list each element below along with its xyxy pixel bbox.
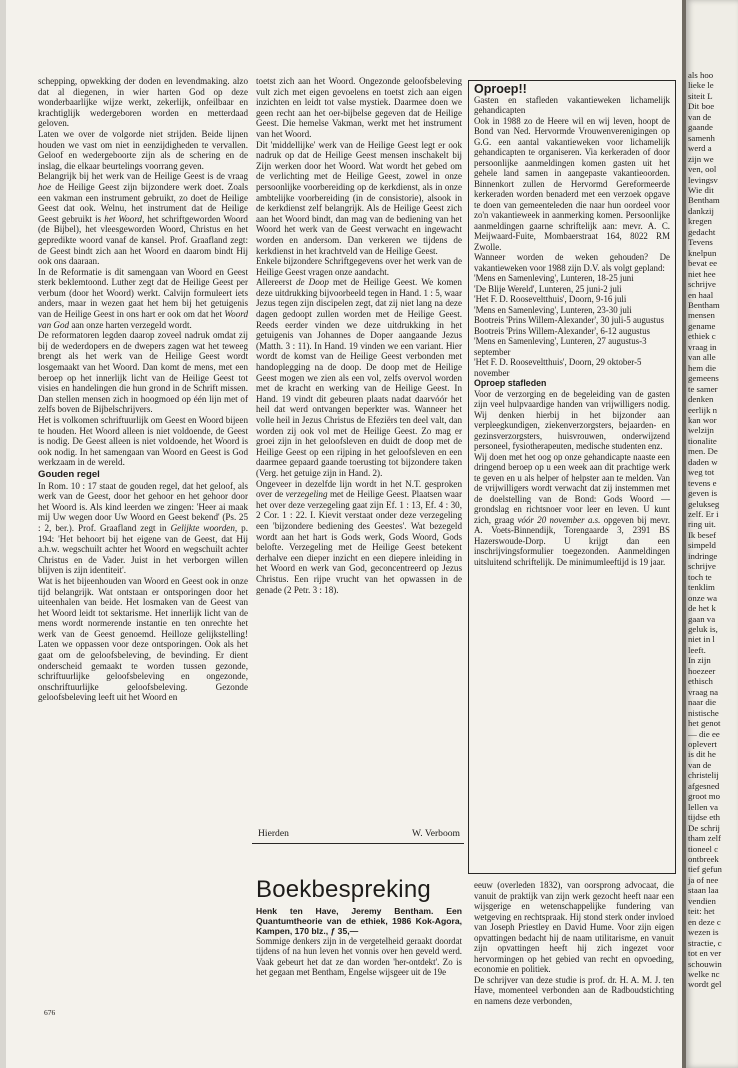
next-page-fragment: men. De xyxy=(688,446,718,457)
book-review-right xyxy=(474,880,674,1006)
page-number: 676 xyxy=(44,1008,56,1017)
next-page-fragment: gename xyxy=(688,320,716,331)
next-page-fragment: zelf. Er i xyxy=(688,509,719,520)
next-page-fragment: ja of nee xyxy=(688,874,719,885)
next-page-fragment: leeft. xyxy=(688,644,706,655)
next-page-fragment: vendien xyxy=(688,895,716,906)
next-page-fragment: tenklim xyxy=(688,582,715,593)
next-page-fragment: geluk is, xyxy=(688,624,718,635)
signature-line xyxy=(258,828,460,839)
page-676 xyxy=(6,0,682,1068)
divider xyxy=(252,843,464,844)
next-page-fragment: — die ee xyxy=(688,728,720,739)
next-page-fragment: oplevert xyxy=(688,739,717,749)
paragraph: eeuw (overleden 1832), van oorsprong advocaat, die vanuit de praktijk van zijn werk gezocht heeft naar een wijsgerige en wetenschappelijke fundering van wetgeving en rechtspraak. Hij stond sterk onder invloed van Joseph Priestley en David Hume. Voor zijn eigen opvattingen bedacht hij de naam utilitarisme, en vanuit zijn opvattingen heeft hij zich ingezet voor hervormingen op het gebied van recht en opvoeding, economie en politiek. xyxy=(474,880,674,974)
next-page-fragment: als hoo xyxy=(688,70,714,80)
paragraph: Wanneer worden de weken gehouden? De vakantieweken voor 1988 zijn D.V. als volgt gepland: xyxy=(474,252,670,273)
next-page-fragment: en haal xyxy=(688,289,714,300)
next-page-fragment: toch te xyxy=(688,571,712,582)
paragraph: Voor de verzorging en de begeleiding van de gasten zijn veel hulpvaardige handen van vrijwilligers nodig. Wij denken hierbij in het bijzonder aan verpleegkundigen, ziekenverzorgsters, bejaarden- en gezinsverzorgsters, huisvrouwen, onderwijzend personeel, fysiotherapeuten, medische studenten enz. xyxy=(474,388,670,451)
paragraph: Sommige denkers zijn in de vergetelheid geraakt doordat tijdens of na hun leven het vonnis over hen geveld werd. Vaak gebeurt het dat ze dan worden 'her-ontdekt'. Zo is het gegaan met Bentham, Engelse wijsgeer uit de 19e xyxy=(256,936,462,977)
next-page-text xyxy=(688,70,738,990)
next-page-fragment: naar die xyxy=(688,697,717,708)
next-page-fragment: schrijve xyxy=(688,561,716,572)
next-page-fragment: niet hee xyxy=(688,268,716,279)
box-title: Oproep!! xyxy=(474,82,527,96)
next-page-fragment: tevens e xyxy=(688,477,717,488)
next-page-fragment: tham zelf xyxy=(688,833,721,844)
next-page-fragment: Dit boe xyxy=(688,101,715,112)
next-page-fragment: mensen xyxy=(688,310,715,321)
next-page-fragment: niet in l xyxy=(688,634,715,645)
next-page-fragment: werd a xyxy=(688,143,712,154)
next-page-edge xyxy=(686,0,738,1068)
list-item: 'Het F. D. Rooseveltthuis', Doorn, 29 oktober-5 november xyxy=(474,357,642,378)
next-page-fragment: welke nc xyxy=(688,968,720,979)
next-page-fragment: Wie dit xyxy=(688,184,714,195)
list-item: Bootreis 'Prins Willem-Alexander', 6-12 augustus xyxy=(474,325,650,336)
next-page-fragment: De schrij xyxy=(688,822,721,833)
next-page-fragment: van de xyxy=(688,111,712,122)
next-page-fragment: ontbreek xyxy=(688,853,719,864)
list-item: 'Het F. D. Rooseveltthuis', Doorn, 9-16 juli xyxy=(474,294,627,304)
next-page-fragment: tionalite xyxy=(688,435,717,446)
paragraph: Belangrijk bij het werk van de Heilige Geest is de vraag hoe de Heilige Geest zijn bijzondere werk doet. Zoals een vakman een instrument gebruikt, zo doet de Heilige Geest dat ook. Welnu, het instrument dat de Heilige Geest gebruikt is het Woord, het schriftgeworden Woord (de Bijbel), het vleesgeworden Woord, Christus en het gepredikte woord vanaf de kansel. Prof. Graafland zegt: de Geest bindt zich aan het Woord en daarom bindt Hij ook ons daaraan. xyxy=(38,171,248,267)
next-page-fragment: tot en ver xyxy=(688,948,722,959)
next-page-fragment: tief gefun xyxy=(688,864,722,875)
signature-place: Hierden xyxy=(258,828,289,839)
book-meta: Henk ten Have, Jeremy Bentham. Een Quantumtheorie van de ethiek, 1986 Kok-Agora, Kampen, 170 blz., ƒ 35,— xyxy=(256,906,462,936)
book-review-left xyxy=(256,906,462,977)
next-page-fragment: gedacht xyxy=(688,226,716,237)
next-page-fragment: bevat ee xyxy=(688,258,718,269)
next-page-fragment: van alle xyxy=(688,352,716,363)
next-page-fragment: kan wor xyxy=(688,414,717,425)
next-page-fragment: en deze c xyxy=(688,916,721,927)
next-page-fragment: van de xyxy=(688,759,712,770)
next-page-fragment: Bentham xyxy=(688,299,720,310)
paragraph: In Rom. 10 : 17 staat de gouden regel, dat het geloof, als werk van de Geest, door het gehoor en het gehoor door het Woord is. Als kind leerden we zingen: 'Heer ai maak mij Uw wegen door Uw Woord en Geest bekend' (Ps. 25 : 2, ber.). Prof. Graafland zegt in Gelijkte woorden, p. 194: 'Het behoort bij het eigene van de Geest, dat Hij a.h.w. wegschuilt achter het Woord en wegschuilt achter Christus en de Vader. Juist in het verborgen willen blijven is zijn identiteit'. xyxy=(38,480,249,576)
paragraph: In de Reformatie is dit samengaan van Woord en Geest sterk beklemtoond. Luther zegt dat de Heilige Geest per verbum (door het Woord) werkt. Calvijn formuleert iets anders, maar in wezen gaat het hem bij het getuigenis van de Heilige Geest in ons hart er ook om dat het Woord van God aan onze harten verzegeld wordt. xyxy=(38,266,248,330)
next-page-fragment: wezen is xyxy=(688,927,719,938)
next-page-fragment: onze wa xyxy=(688,592,718,603)
next-page-fragment: stractie, c xyxy=(688,937,722,948)
next-page-fragment: kregen xyxy=(688,216,712,227)
paragraph: toetst zich aan het Woord. Ongezonde geloofsbeleving vult zich met eigen gevoelens en toetst zich aan eigen inzichten en leidt tot valse mystiek. Daarmee doen we geen recht aan het oer-bijbelse gegeven dat de Heilige Geest. Die hemelse Vakman, werkt met het instrument van het Woord. xyxy=(256,76,462,139)
paragraph: Allereerst de Doop met de Heilige Geest. We komen deze uitdrukking bijvoorbeeld tegen in Hand. 1 : 5, waar Jezus tegen zijn discipelen zegt, dat zij niet lang na deze dagen gedoopt zullen worden met de Heilige Geest. Reeds eerder vinden we deze uitdrukking in het getuigenis van Johannes de Doper aangaande Jezus (Matth. 3 : 11). In Hand. 19 vinden we een variant. Hier wordt de komst van de Heilige Geest verbonden met handoplegging na de doop. De doop met de Heilige Geest mogen we zien als een vol, zelfs overvol worden met de kracht en werking van de Heilige Geest. In Hand. 19 vindt dit gebeuren plaats nadat daarvóór het heil dat werd ontvangen beperkter was. Wanneer het volle heil in Jezus Christus de Efeziërs ten deel valt, dan worden zij ook vol met de Heilige Geest. Zo mag er groei zijn in het geloofsleven en duidt de doop met de Heilige Geest op een rijping in het geloofsleven en een daarmee gepaard gaande toerusting tot bijzondere taken (Verg. het getuige zijn in Hand. 2). xyxy=(256,277,462,478)
signature-author: W. Verboom xyxy=(412,828,460,839)
next-page-fragment: indringe xyxy=(688,550,718,561)
list-item: 'Mens en Samenleving', Lunteren, 23-30 juli xyxy=(474,304,632,315)
next-page-fragment: lieke le xyxy=(688,80,714,91)
book-review-title: Boekbespreking xyxy=(256,876,431,903)
next-page-fragment: is dit he xyxy=(688,749,716,760)
weeks-list xyxy=(474,273,670,378)
column-2 xyxy=(256,76,462,595)
paragraph: Het is volkomen schriftuurlijk om Geest en Woord bijeen te houden. Het Woord alleen is niet voldoende, de Geest is nodig. De Geest alleen is niet voldoende, het Woord is ook nodig. In het samengaan van Woord en Geest is God werkzaam in de wereld. xyxy=(38,415,248,468)
next-page-fragment: siteit L xyxy=(688,90,713,101)
next-page-fragment: tijdse eth xyxy=(688,812,721,823)
next-page-fragment: simpeld xyxy=(688,540,716,551)
next-page-fragment: staan laa xyxy=(688,885,719,896)
paragraph: Wat is het bijeenhouden van Woord en Geest ook in onze tijd belangrijk. Wat ontstaan er ontsporingen door het uiteenhalen van beide. Het losmaken van de Geest van het Woord leidt tot sektarisme. Het innerlijk licht van de mens wordt normerende instantie en ten onrechte het werk van de Geest genoemd. Heilloze gelijkstelling! Laten we oppassen voor deze ontsporingen. Ook als het gaat om de geloofsbeleving, de bevinding. Er dient onderscheid gemaakt te worden tussen gezonde, schriftuurlijke geloofsbeleving en ongezonde, onschriftuurlijke geloofsbeleving. Gezonde geloofsbeleving leeft uit het Woord en xyxy=(38,575,248,703)
next-page-fragment: zijn we xyxy=(688,153,714,164)
next-page-fragment: samenh xyxy=(688,132,715,143)
next-page-fragment: teit: het xyxy=(688,906,715,917)
next-page-fragment: weg tot xyxy=(688,467,715,478)
next-page-fragment: knelpun xyxy=(688,247,717,258)
next-page-fragment: Tevens xyxy=(688,237,713,248)
next-page-fragment: de het k xyxy=(688,603,716,614)
next-page-fragment: schouwin xyxy=(688,958,722,969)
next-page-fragment: gaan va xyxy=(688,613,716,624)
next-page-fragment: wordt gel xyxy=(688,979,722,990)
next-page-fragment: vraag na xyxy=(688,686,719,697)
next-page-fragment: ven, ool xyxy=(688,164,717,175)
next-page-fragment: hoezeer xyxy=(688,665,716,676)
list-item: 'Mens en Samenleving', Lunteren, 18-25 juni xyxy=(474,273,634,283)
sub-heading: Oproep stafleden xyxy=(474,378,547,388)
next-page-fragment: denken xyxy=(688,394,714,405)
next-page-fragment: dankzij xyxy=(688,205,714,216)
next-page-fragment: nistische xyxy=(688,707,719,718)
next-page-fragment: In zijn xyxy=(688,655,711,666)
paragraph: Dit 'middellijke' werk van de Heilige Geest legt er ook nadruk op dat de Heilige Geest mensen inschakelt bij Zijn werken door het Woord. Wat wordt het gebed om de verlichting met de Heilige Geest, zowel in onze persoonlijke voorbereiding op de kerkdienst, als in onze ambtelijke voorbereiding (in de consistorie), alsook in de kerkdienst zelf belangrijk. Als de Heilige Geest zich aan het Woord bindt, dan mag van de bediening van het Woord het werk van de Geest verwacht en ingewacht worden en andersom. Dan verkeren we tijdens de kerkdienst in het krachtveld van de Heilige Geest. xyxy=(256,139,462,256)
next-page-fragment: het genot xyxy=(688,718,721,729)
next-page-fragment: vraag in xyxy=(688,341,717,352)
paragraph: De reformatoren legden daarop zoveel nadruk omdat zij bij de wederdopers en de dwepers zagen wat het teweeg brengt als het werk van de Heilige Geest wordt losgemaakt van het Woord. Dan komt de mens, met een beroep op het innerlijk licht van de Heilige Geest tot visies en handelingen die hun grond in de Schrift missen. Dan stellen mensen zich in hoogmoed op één lijn met of zelfs boven de Bijbelschrijvers. xyxy=(38,330,248,415)
paragraph: Gasten en stafleden vakantieweken lichamelijk gehandicapten xyxy=(474,94,670,115)
paragraph: De schrijver van deze studie is prof. dr. H. A. M. J. ten Have, momenteel verbonden aan de Radboudstichting en namens deze verbonden, xyxy=(474,974,674,1006)
section-heading: Gouden regel xyxy=(38,468,100,480)
next-page-fragment: lellen va xyxy=(688,801,719,812)
next-page-fragment: te samer xyxy=(688,383,718,394)
list-item: 'De Blije Wereld', Lunteren, 25 juni-2 juli xyxy=(474,283,622,294)
next-page-fragment: ring uit. xyxy=(688,519,716,530)
next-page-fragment: gaande xyxy=(688,122,713,133)
next-page-fragment: welzijn xyxy=(688,425,714,436)
paragraph: Wij doen met het oog op onze gehandicapte naaste een dringend beroep op u een week aan dit prachtige werk te geven en u als helper of helpster aan te melden. Van de vrijwilligers wordt verwacht dat zij instemmen met de doelstelling van de Bond: Gods Woord — grondslag en richtsnoer voor leer en leven. U kunt zich, graag vóór 20 november a.s. opgeven bij mevr. A. Voets-Binnendijk, Torengaarde 3, 2391 BS Hazerswoude-Dorp. U krijgt dan een inschrijvingsformulier toegezonden. Aanmeldingen uitsluitend schriftelijk. De minimumleeftijd is 19 jaar. xyxy=(474,451,670,567)
next-page-fragment: gelukseg xyxy=(688,498,720,509)
next-page-fragment: afgesned xyxy=(688,780,720,791)
paragraph: Ook in 1988 zo de Heere wil en wij leven, hoopt de Bond van Ned. Hervormde Vrouwenverenigingen op G.G. een aantal vakantieweken voor lichamelijk gehandicapten te organiseren. Via kerkeraden of door persoonlijke aanmeldingen komen gasten uit het gehele land samen in aangepaste vakantieoorden. Binnenkort zullen de Hervormd Gereformeerde kerkeraden worden benaderd met een verzoek opgave te doen van gemeenteleden die naar hun oordeel voor zo'n vakantieweek in aanmerking komen. Persoonlijke aanmeldingen gaarne schriftelijk aan: mevr. A. C. Meijwaard-Fuite, Mombaerstraat 164, 8022 RM Zwolle. xyxy=(474,115,670,252)
next-page-fragment: christelij xyxy=(688,770,719,781)
next-page-fragment: geven is xyxy=(688,488,718,499)
paragraph: schepping, opwekking der doden en levendmaking. alzo dat al diegenen, in wier harten God op deze wonderbaarlijke wijze werkt, zekerlijk, onfeilbaar en krachtiglijk wedergeboren worden en metterdaad geloven. xyxy=(38,76,248,129)
list-item: Bootreis 'Prins Willem-Alexander', 30 juli-5 augustus xyxy=(474,315,665,325)
next-page-fragment: groot mo xyxy=(688,791,721,802)
next-page-fragment: levingsv xyxy=(688,174,718,185)
next-page-fragment: hem die xyxy=(688,362,717,373)
paragraph: Ongeveer in dezelfde lijn wordt in het N.T. gesproken over de verzegeling met de Heilige Geest. Plaatsen waar het over deze verzegeling gaat zijn Ef. 1 : 13, Ef. 4 : 30, 2 Cor. 1 : 22. I. Kievit verstaat onder deze verzegeling een 'bijzondere bediening des Geestes'. Wat bezegeld wordt aan het hart is Gods werk, Gods Woord, Gods belofte. Verzegeling met de Heilige Geest betekent derhalve een dieper inzicht en een diepere inleiding in het Woord en werk van God, geconcentreerd op Jezus Christus. Een rijpe vrucht van het opwassen in de genade (2 Petr. 3 : 18). xyxy=(256,478,462,595)
next-page-fragment: eerlijk n xyxy=(688,404,718,415)
next-page-fragment: Ik besef xyxy=(688,529,717,540)
next-page-fragment: Bentham xyxy=(688,195,720,206)
next-page-fragment: ethisch xyxy=(688,676,713,687)
column-1 xyxy=(38,76,248,703)
next-page-fragment: gemeens xyxy=(688,373,719,384)
paragraph: Enkele bijzondere Schriftgegevens over het werk van de Heilige Geest vragen onze aandacht. xyxy=(256,256,462,277)
paragraph: Laten we over de volgorde niet strijden. Beide lijnen houden we vast om niet in eenzijdigheden te vervallen. Geloof en wedergeboorte zijn als de schering en de inslag, die elkaar beurtelings voorrang geven. xyxy=(38,128,248,171)
next-page-fragment: ethiek c xyxy=(688,331,716,342)
next-page-fragment: schrijve xyxy=(688,279,716,290)
oproep-box xyxy=(474,84,670,567)
next-page-fragment: daden w xyxy=(688,456,718,467)
list-item: 'Mens en Samenleving', Lunteren, 27 augustus-3 september xyxy=(474,336,647,357)
next-page-fragment: tioneel c xyxy=(688,843,719,854)
